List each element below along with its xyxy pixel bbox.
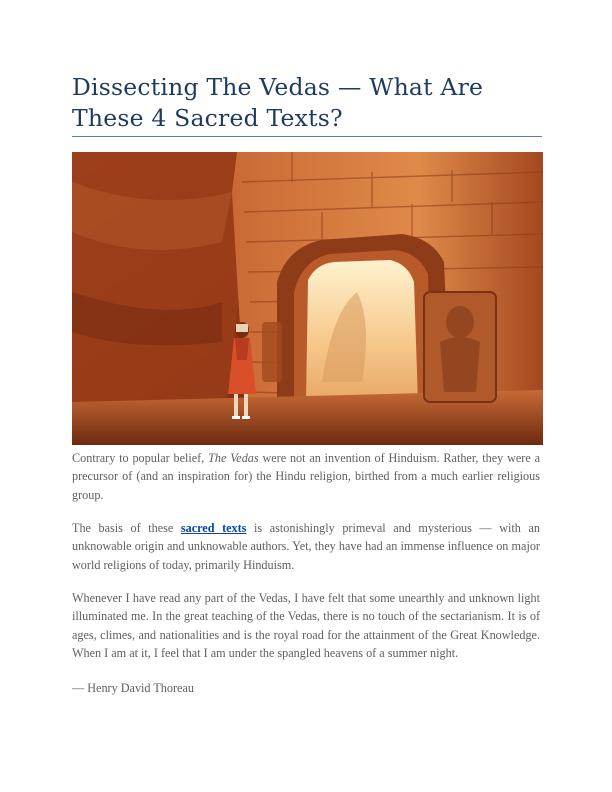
thoreau-quote: Whenever I have read any part of the Vedas, I have felt that some unearthly and unknown light illuminated me. In the great teaching of the Vedas, there is no touch of the sectarianism. It is of ages, climes, and nationalities and is the royal road for the attainment of the Great Knowledge. When I am at it, I feel that I am under the spangled heavens of a summer night.	[72, 591, 540, 661]
sacred-texts-link[interactable]: sacred texts	[180, 521, 247, 535]
hero-image	[72, 152, 543, 445]
origin-text-start: The basis of these	[72, 521, 181, 535]
quote-attribution: — Henry David Thoreau	[72, 681, 194, 695]
origin-paragraph	[72, 519, 540, 574]
intro-text-start: Contrary to popular belief,	[72, 451, 209, 465]
origin-text-end: is astonishingly primeval and mysterious — with an unknowable origin and unknowable authors. Yet, they have had an immense influence on major world religions of today, primarily Hinduism.	[72, 521, 540, 572]
article-title: Dissecting The Vedas — What Are These 4 Sacred Texts?	[72, 73, 484, 132]
intro-text-end: were not an invention of Hinduism. Rather, they were a precursor of (and an inspiration for) the Hindu religion, birthed from a much earlier religious group.	[72, 451, 540, 502]
temple-doorway-illustration	[72, 152, 543, 445]
vedas-emphasis: The Vedas	[208, 451, 259, 465]
title-divider	[72, 136, 542, 137]
intro-paragraph	[72, 449, 540, 504]
